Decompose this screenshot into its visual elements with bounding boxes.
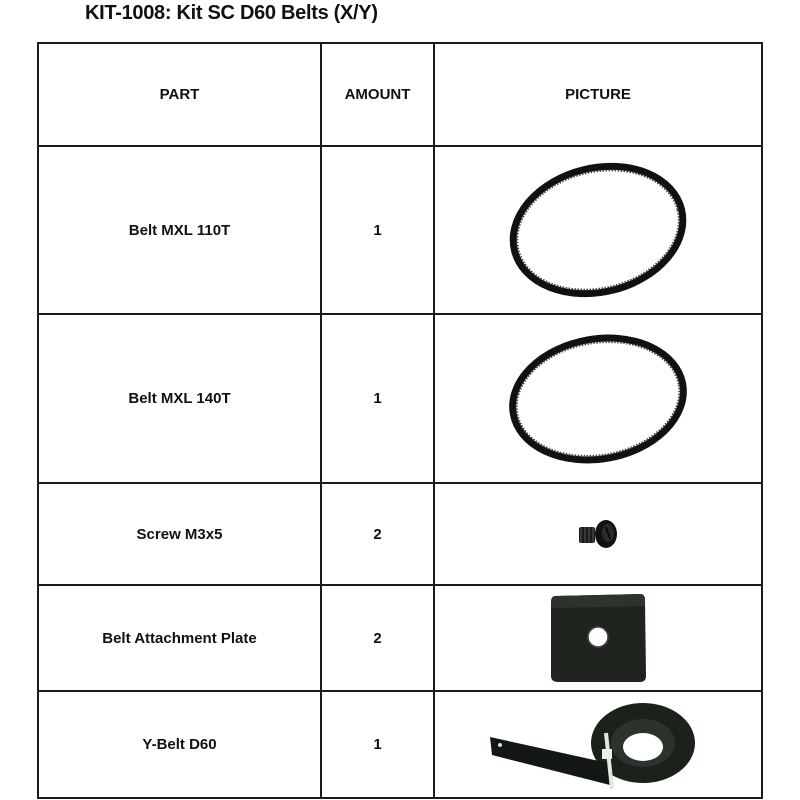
attachment-plate-icon — [548, 592, 648, 684]
part-picture — [434, 483, 762, 585]
timing-belt-icon — [503, 324, 693, 474]
table-header-row — [38, 43, 762, 146]
header-amount: AMOUNT — [321, 43, 434, 146]
coiled-belt-icon — [488, 697, 708, 793]
parts-table — [37, 42, 763, 799]
table-row — [38, 146, 762, 314]
part-name: Belt Attachment Plate — [38, 585, 321, 691]
part-picture — [434, 146, 762, 314]
table-row — [38, 483, 762, 585]
part-name: Screw M3x5 — [38, 483, 321, 585]
screw-icon — [573, 509, 623, 559]
part-picture — [434, 691, 762, 798]
part-name: Belt MXL 140T — [38, 314, 321, 483]
part-amount: 2 — [321, 483, 434, 585]
part-name: Y-Belt D60 — [38, 691, 321, 798]
part-picture — [434, 314, 762, 483]
part-amount: 2 — [321, 585, 434, 691]
table-row — [38, 314, 762, 483]
header-picture: PICTURE — [434, 43, 762, 146]
part-name: Belt MXL 110T — [38, 146, 321, 314]
part-picture — [434, 585, 762, 691]
page-title: KIT-1008: Kit SC D60 Belts (X/Y) — [85, 2, 378, 24]
table-row — [38, 691, 762, 798]
part-amount: 1 — [321, 146, 434, 314]
part-amount: 1 — [321, 314, 434, 483]
part-amount: 1 — [321, 691, 434, 798]
table-row — [38, 585, 762, 691]
header-part: PART — [38, 43, 321, 146]
timing-belt-icon — [503, 155, 693, 305]
